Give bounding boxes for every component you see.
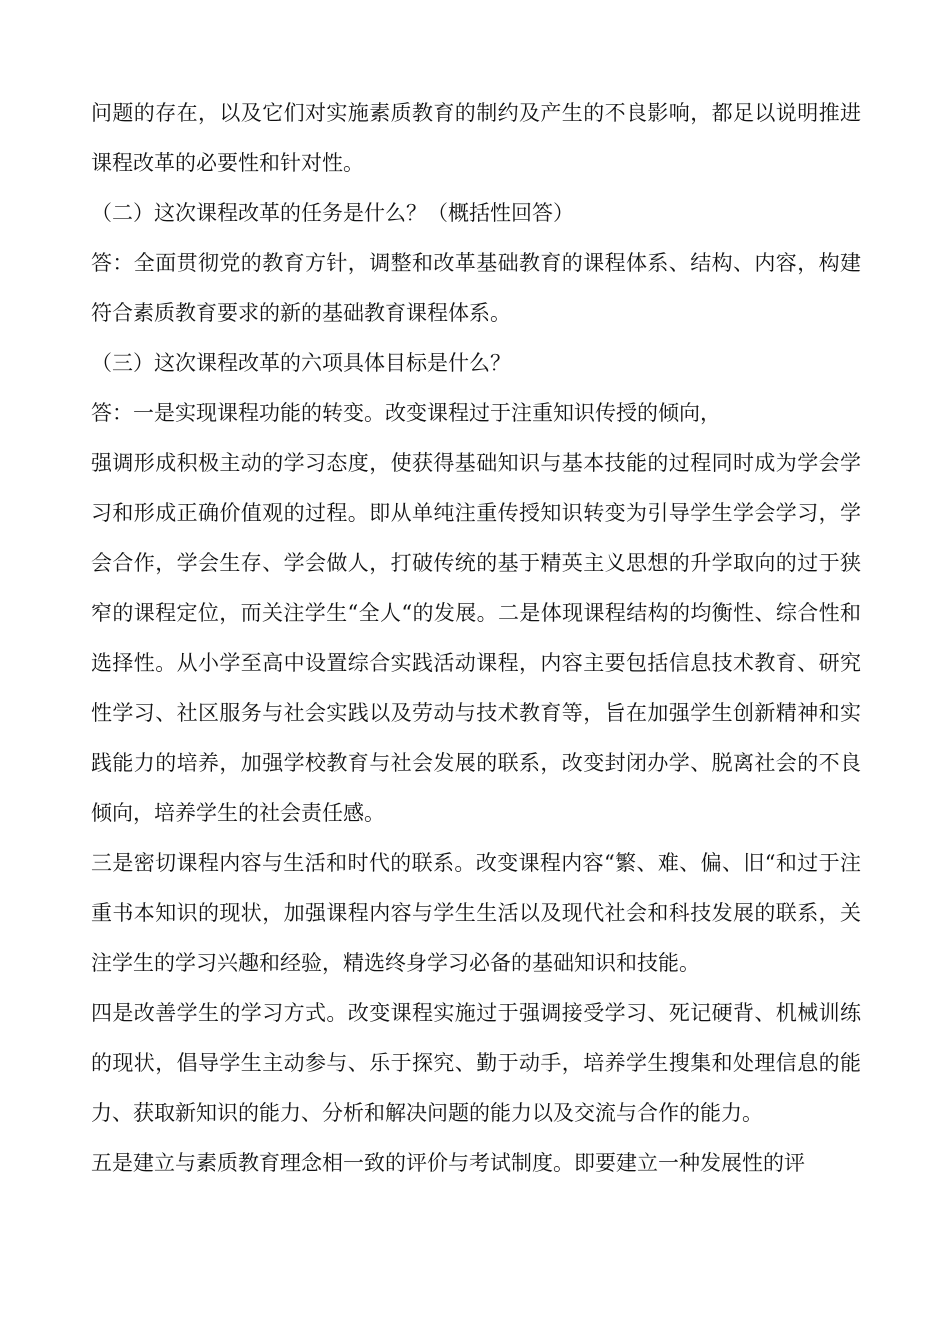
paragraph-9: 五是建立与素质教育理念相一致的评价与考试制度。即要建立一种发展性的评 xyxy=(91,1151,805,1175)
document-body xyxy=(91,88,861,1188)
paragraph-2-heading: （二）这次课程改革的任务是什么？（概括性回答） xyxy=(91,201,574,225)
paragraph-6: 强调形成积极主动的学习态度，使获得基础知识与基本技能的过程同时成为学会学习和形成正确价值观的过程。即从单纯注重传授知识转变为引导学生学会学习，学会合作，学会生存、学会做人，打破传统的基于精英主义思想的升学取向的过于狭窄的课程定位，而关注学生“全人“的发展。二是体现课程结构的均衡性、综合性和选择性。从小学至高中设置综合实践活动课程，内容主要包括信息技术教育、研究性学习、社区服务与社会实践以及劳动与技术教育等，旨在加强学生创新精神和实践能力的培养，加强学校教育与社会发展的联系，改变封闭办学、脱离社会的不良倾向，培养学生的社会责任感。 xyxy=(91,451,861,825)
paragraph-3: 答：全面贯彻党的教育方针，调整和改革基础教育的课程体系、结构、内容，构建符合素质教育要求的新的基础教育课程体系。 xyxy=(91,251,861,325)
paragraph-4-heading: （三）这次课程改革的六项具体目标是什么？ xyxy=(91,351,511,375)
paragraph-5: 答：一是实现课程功能的转变。改变课程过于注重知识传授的倾向， xyxy=(91,401,721,425)
paragraph-8: 四是改善学生的学习方式。改变课程实施过于强调接受学习、死记硬背、机械训练的现状，倡导学生主动参与、乐于探究、勤于动手，培养学生搜集和处理信息的能力、获取新知识的能力、分析和解决问题的能力以及交流与合作的能力。 xyxy=(91,1001,861,1125)
paragraph-1: 问题的存在，以及它们对实施素质教育的制约及产生的不良影响，都足以说明推进课程改革的必要性和针对性。 xyxy=(91,101,861,175)
paragraph-7: 三是密切课程内容与生活和时代的联系。改变课程内容“繁、难、偏、旧“和过于注重书本知识的现状，加强课程内容与学生生活以及现代社会和科技发展的联系，关注学生的学习兴趣和经验，精选终身学习必备的基础知识和技能。 xyxy=(91,851,861,975)
